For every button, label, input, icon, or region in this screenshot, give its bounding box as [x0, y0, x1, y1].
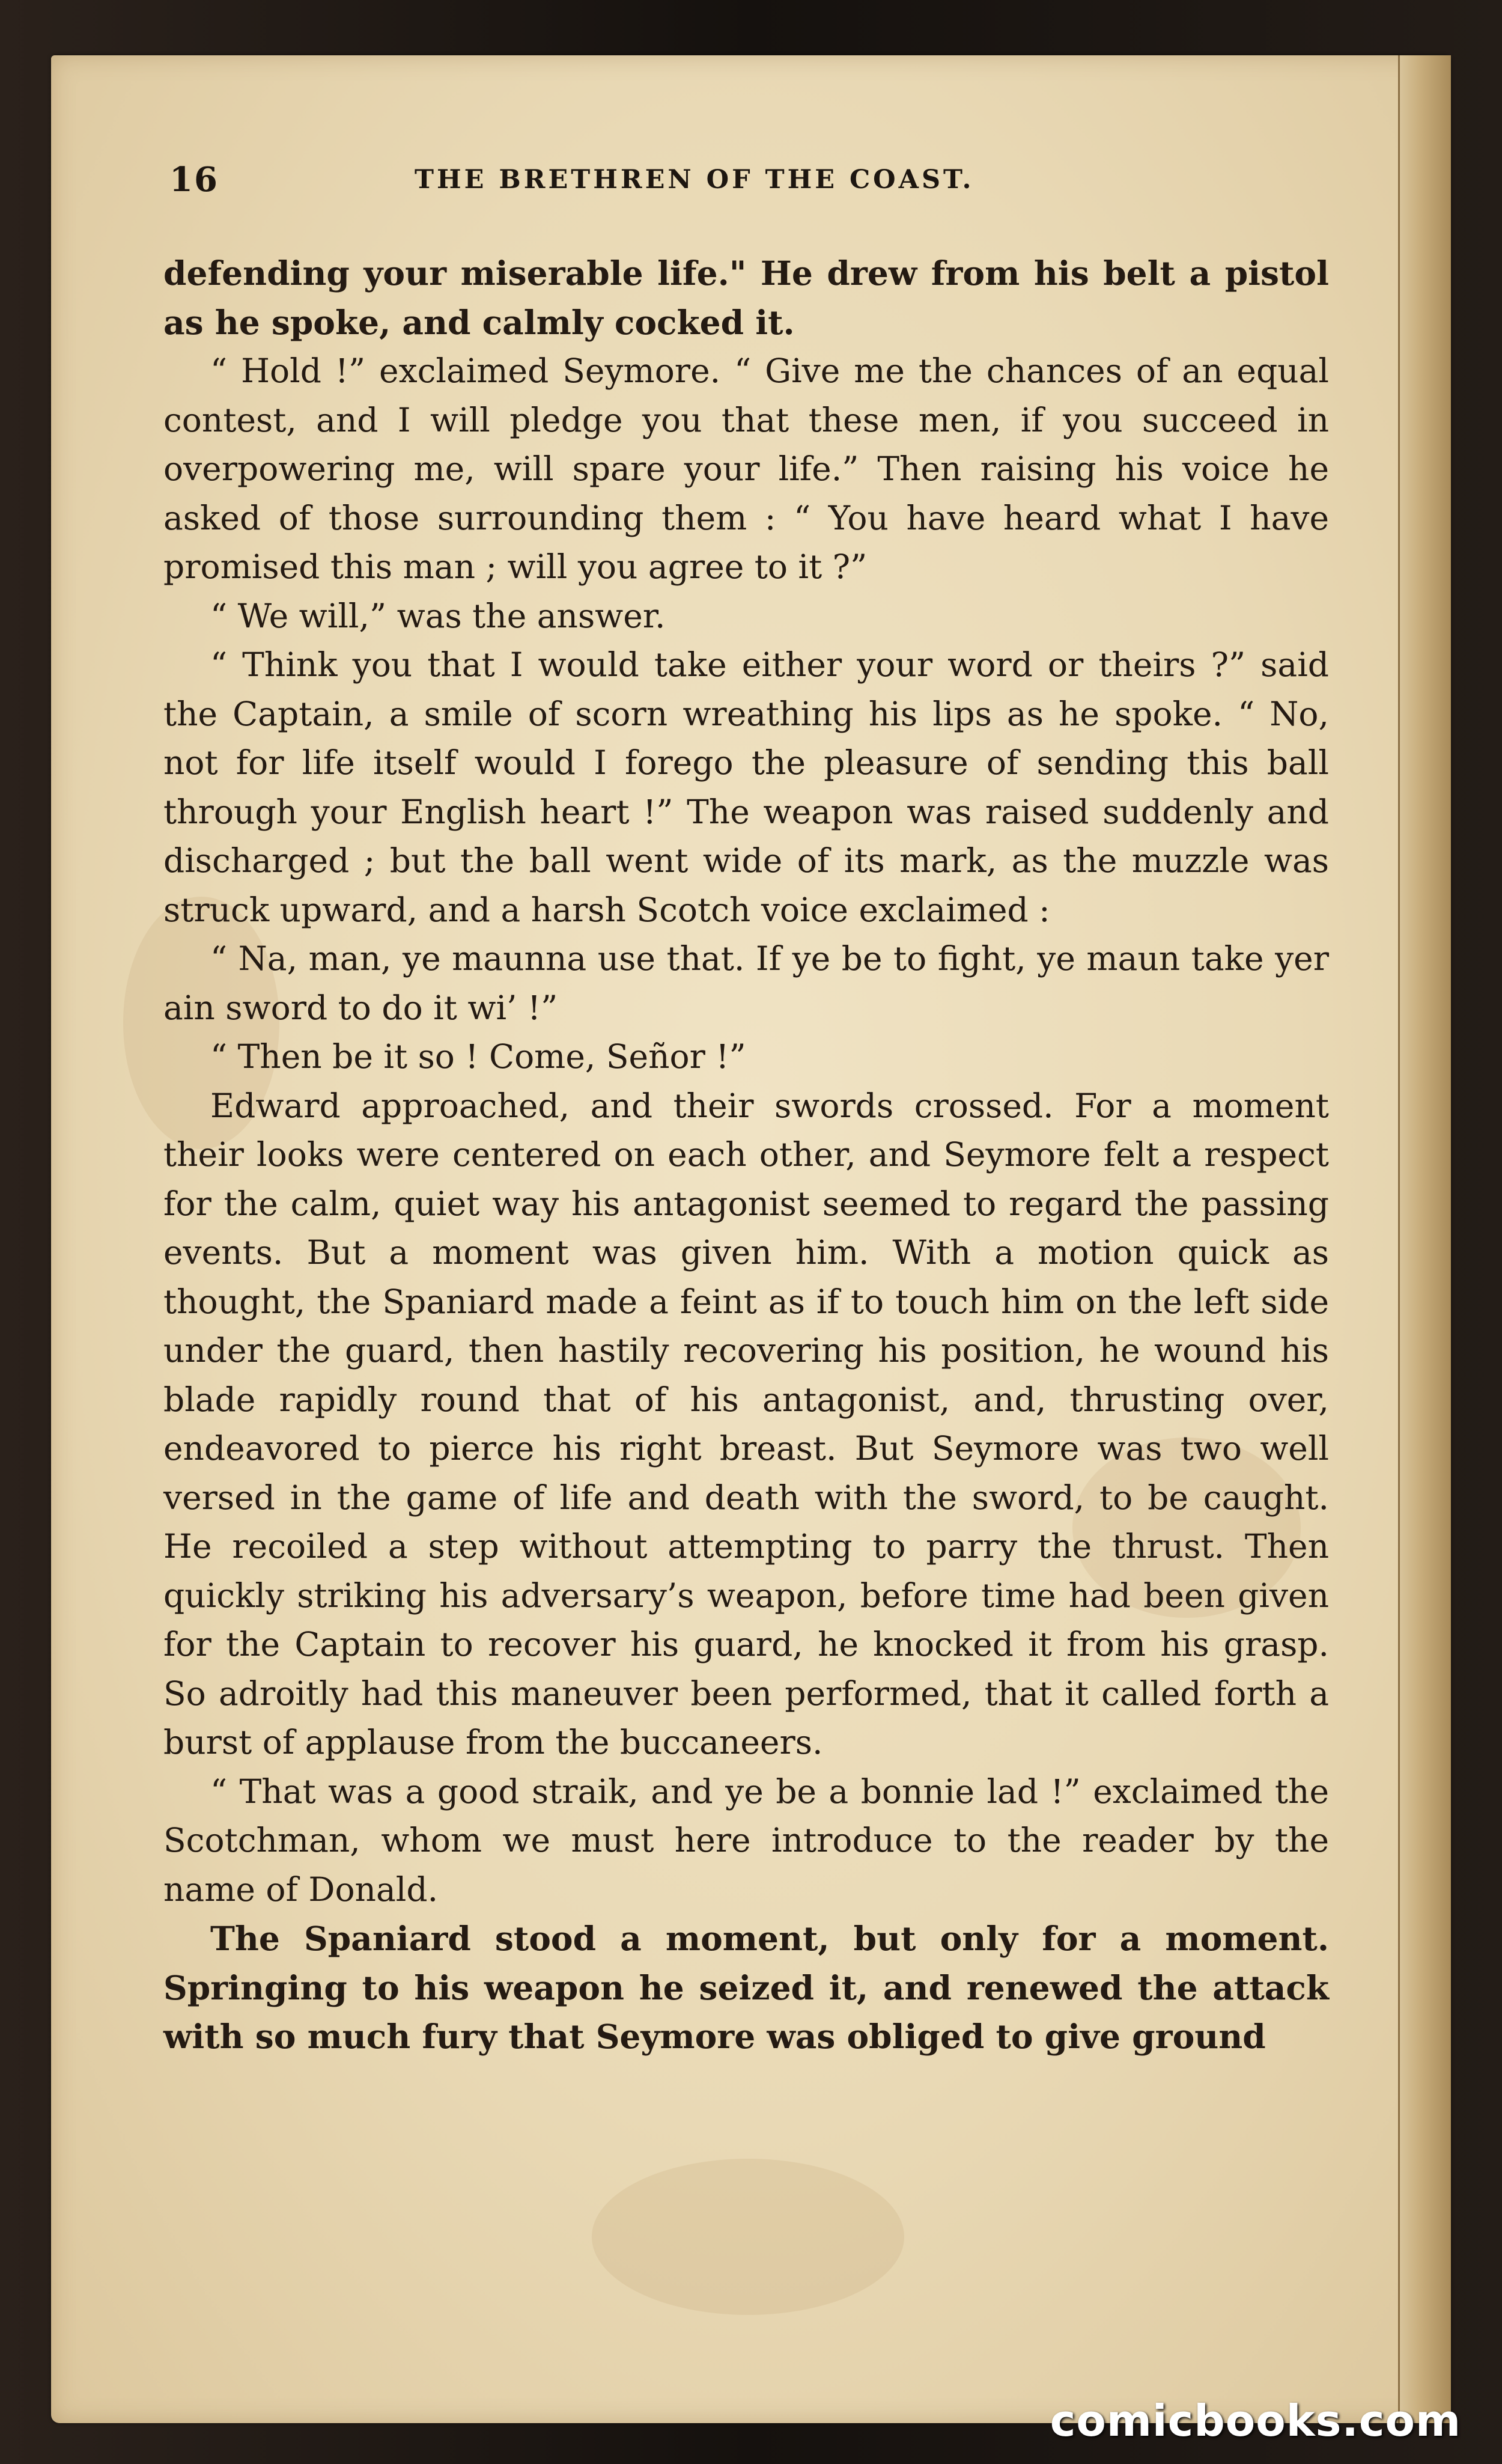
paragraph: “ We will,” was the answer. — [210, 596, 666, 635]
paragraph: “ Think you that I would take either your word or theirs ?” said the Captain, a smile of scorn wreathing his lips as he spoke. “ No, not for life itself would I forego the pleasure of sending this ball through your English heart !” The weapon was raised suddenly and discharged ; but the ball went wide of its mark, as the muzzle was struck upward, and a harsh Scotch voice exclaimed : — [163, 645, 1329, 929]
paragraph: “ Na, man, ye maunna use that. If ye be to fight, ye maun take yer ain sword to do it wi’ !” — [163, 939, 1329, 1027]
running-head — [114, 155, 1340, 203]
page-number: 16 — [169, 160, 219, 200]
paragraph: Edward approached, and their swords crossed. For a moment their looks were centered on each other, and Seymore felt a respect for the calm, quiet way his antagonist seemed to regard the passing events. But a moment was given him. With a motion quick as thought, the Spaniard made a feint as if to touch him on the left side under the guard, then hastily recovering his position, he wound his blade rapidly round that of his antagonist, and, thrusting over, endeavored to pierce his right breast. But Seymore was two well versed in the game of life and death with the sword, to be caught. He recoiled a step without attempting to parry the thrust. Then quickly striking his adversary’s weapon, before time had been given for the Captain to recover his guard, he knocked it from his grasp. So adroitly had this maneuver been performed, that it called forth a burst of applause from the buccaneers. — [163, 1086, 1329, 1761]
body-text — [163, 249, 1329, 2061]
paragraph: “ Then be it so ! Come, Señor !” — [210, 1037, 746, 1076]
paper-stain — [592, 2159, 904, 2315]
running-title: THE BRETHREN OF THE COAST. — [415, 165, 974, 195]
paragraph: “ That was a good straik, and ye be a bonnie lad !” exclaimed the Scotchman, whom we must here introduce to the reader by the name of Donald. — [163, 1772, 1329, 1909]
paragraph: defending your miserable life." He drew from his belt a pistol as he spoke, and calmly cocked it. — [163, 254, 1329, 342]
paragraph: “ Hold !” exclaimed Seymore. “ Give me the chances of an equal contest, and I will pledge you that these men, if you succeed in overpowering me, will spare your life.” Then raising his voice he asked of those surrounding them : “ You have heard what I have promised this man ; will you agree to it ?” — [163, 352, 1329, 586]
page-spine-edge — [1398, 55, 1451, 2423]
watermark-text: comicbooks.com — [1050, 2395, 1461, 2446]
paragraph: The Spaniard stood a moment, but only for a moment. Springing to his weapon he seized it, and renewed the attack with so much fury that Seymore was obliged to give ground — [163, 1919, 1329, 2056]
